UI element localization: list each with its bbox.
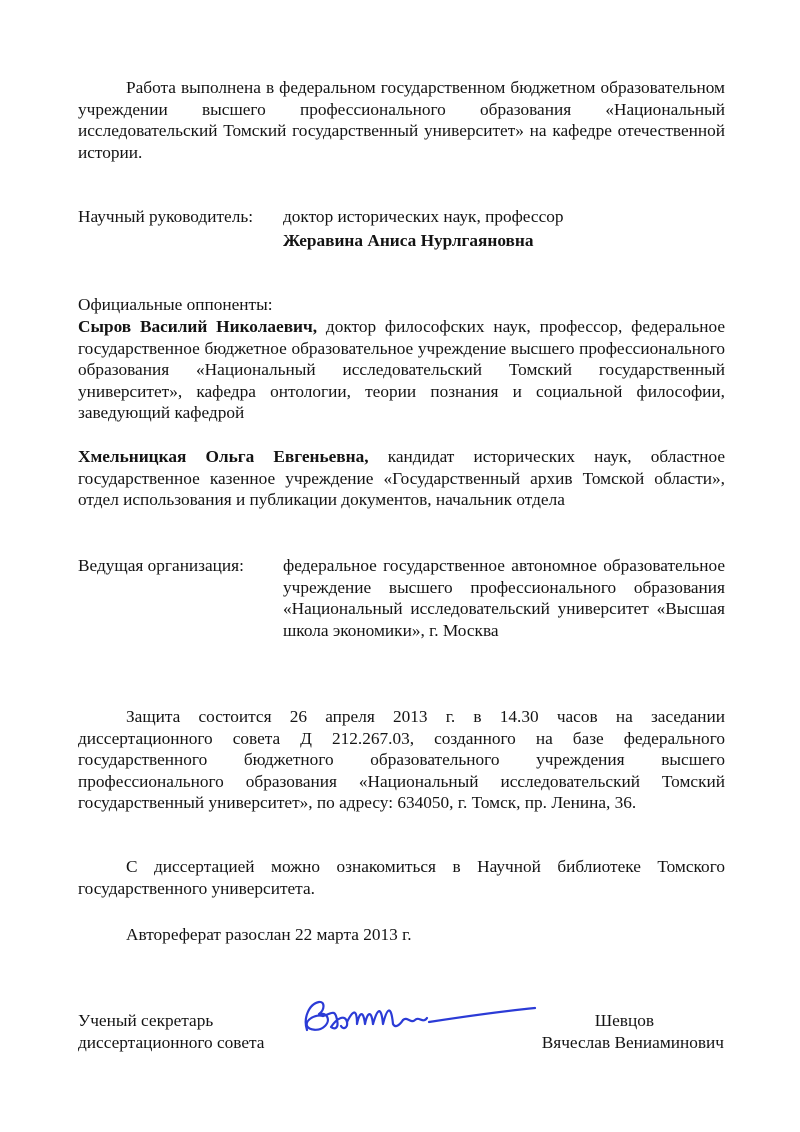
library-paragraph bbox=[78, 856, 725, 899]
supervisor-name: Жеравина Аниса Нурлгаяновна bbox=[283, 231, 534, 250]
intro-text: Работа выполнена в федеральном государственном бюджетном образовательном учреждении высшего профессионального образования «Национальный исследовательский Томский государственный университет» на кафедре отечественной истории. bbox=[78, 78, 725, 162]
opponent-2 bbox=[78, 446, 725, 511]
leading-org-label: Ведущая организация: bbox=[78, 556, 244, 575]
defense-paragraph bbox=[78, 706, 725, 814]
secretary-role-line-2: диссертационного совета bbox=[78, 1033, 265, 1052]
secretary-role-line-1: Ученый секретарь bbox=[78, 1011, 214, 1030]
secretary-surname: Шевцов bbox=[594, 1011, 654, 1030]
opponent-1-name: Сыров Василий Николаевич, bbox=[78, 317, 318, 336]
opponent-1 bbox=[78, 316, 725, 424]
intro-paragraph bbox=[78, 77, 725, 163]
supervisor-label: Научный руководитель: bbox=[78, 207, 253, 226]
opponent-1-details: доктор философских наук, профессор, федеральное государственное бюджетное образовательное учреждение высшего профессионального образования «Национальный исследовательский Томский государственный университет», кафедра онтологии, теории познания и социальной философии, заведующий кафедрой bbox=[78, 317, 725, 422]
opponents-heading: Официальные оппоненты: bbox=[78, 295, 273, 314]
library-text: С диссертацией можно ознакомиться в Научной библиотеке Томского государственного университета. bbox=[78, 857, 725, 898]
sent-paragraph bbox=[78, 924, 725, 946]
leading-org-text: федеральное государственное автономное образовательное учреждение высшего профессионального образования «Национальный исследовательский университет «Высшая школа экономики», г. Москва bbox=[283, 556, 725, 640]
handwritten-signature bbox=[295, 994, 540, 1044]
opponent-2-details: кандидат исторических наук, областное государственное казенное учреждение «Государственный архив Томской области», отдел использования и публикации документов, начальник отдела bbox=[78, 447, 725, 509]
sent-text: Автореферат разослан 22 марта 2013 г. bbox=[126, 925, 412, 944]
secretary-given-names: Вячеслав Вениаминович bbox=[541, 1033, 724, 1052]
opponent-2-name: Хмельницкая Ольга Евгеньевна, bbox=[78, 447, 369, 466]
supervisor-degree: доктор исторических наук, профессор bbox=[283, 207, 564, 226]
defense-text: Защита состоится 26 апреля 2013 г. в 14.30 часов на заседании диссертационного совета Д 212.267.03, созданного на базе федерального государственного бюджетного образовательного учреждения высшего профессионального образования «Национальный исследовательский Томский государственный университет», по адресу: 634050, г. Томск, пр. Ленина, 36. bbox=[78, 707, 725, 812]
